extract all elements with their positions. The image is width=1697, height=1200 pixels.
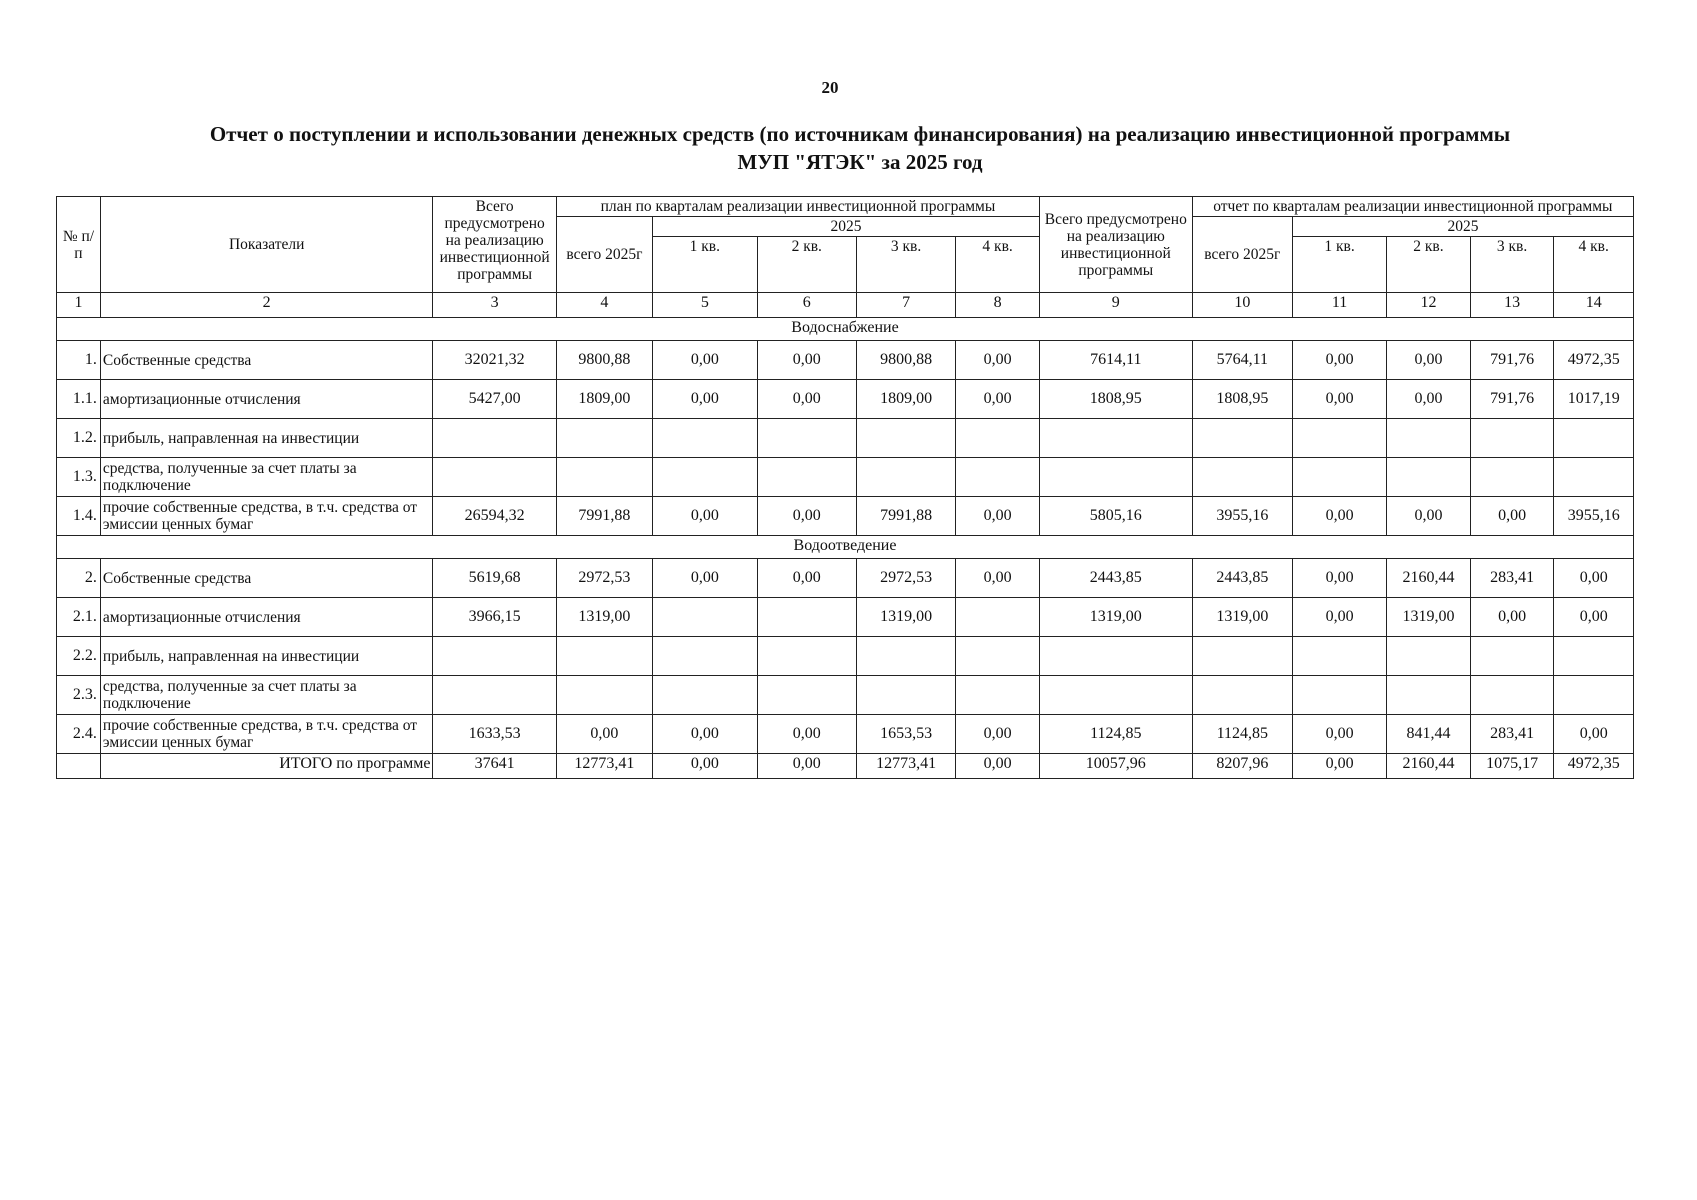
column-number: 9: [1039, 293, 1192, 318]
row-value: 791,76: [1470, 380, 1554, 419]
row-value: 0,00: [653, 380, 758, 419]
total-value: 4972,35: [1554, 754, 1634, 779]
row-value: [1387, 676, 1471, 715]
row-value: [653, 598, 758, 637]
row-number: 2.: [57, 559, 101, 598]
row-value: [1387, 419, 1471, 458]
row-value: [433, 676, 556, 715]
row-value: [1192, 676, 1292, 715]
table-row: [57, 715, 1634, 754]
total-label: ИТОГО по программе: [100, 754, 433, 779]
row-value: 283,41: [1470, 715, 1554, 754]
row-number: 2.4.: [57, 715, 101, 754]
header-plan-q2: 2 кв.: [757, 237, 856, 293]
row-value: 1809,00: [556, 380, 652, 419]
row-value: 1017,19: [1554, 380, 1634, 419]
row-value: [1039, 637, 1192, 676]
header-total-planned: Всего предусмотрено на реализацию инвестиционной программы: [433, 197, 556, 293]
row-value: 32021,32: [433, 341, 556, 380]
row-value: 0,00: [757, 341, 856, 380]
row-number: 1.: [57, 341, 101, 380]
row-value: [433, 458, 556, 497]
column-number: 1: [57, 293, 101, 318]
row-value: 5764,11: [1192, 341, 1292, 380]
row-value: 2160,44: [1387, 559, 1471, 598]
row-value: 0,00: [757, 497, 856, 536]
table-row: [57, 559, 1634, 598]
row-value: 1633,53: [433, 715, 556, 754]
row-value: 7991,88: [556, 497, 652, 536]
row-number: 1.4.: [57, 497, 101, 536]
row-value: 0,00: [653, 715, 758, 754]
row-value: 1319,00: [1387, 598, 1471, 637]
row-value: 0,00: [956, 341, 1040, 380]
row-indicator: амортизационные отчисления: [100, 598, 433, 637]
column-number: 10: [1192, 293, 1292, 318]
row-value: [1470, 676, 1554, 715]
column-number: 14: [1554, 293, 1634, 318]
row-value: [653, 676, 758, 715]
row-value: [1554, 637, 1634, 676]
row-value: 1319,00: [856, 598, 955, 637]
row-value: [1554, 458, 1634, 497]
row-value: [556, 637, 652, 676]
row-value: 7991,88: [856, 497, 955, 536]
table-row: [57, 419, 1634, 458]
row-value: 0,00: [757, 559, 856, 598]
row-value: 0,00: [1293, 380, 1387, 419]
total-value: 0,00: [653, 754, 758, 779]
row-value: [757, 676, 856, 715]
row-value: [856, 637, 955, 676]
row-value: [1470, 458, 1554, 497]
row-value: 4972,35: [1554, 341, 1634, 380]
row-value: 1653,53: [856, 715, 955, 754]
row-value: [956, 458, 1040, 497]
total-value: 0,00: [757, 754, 856, 779]
row-number: 2.2.: [57, 637, 101, 676]
row-value: 0,00: [956, 715, 1040, 754]
row-value: 0,00: [1387, 341, 1471, 380]
row-value: 0,00: [956, 497, 1040, 536]
row-value: [856, 419, 955, 458]
section-row: [57, 318, 1634, 341]
total-value: 37641: [433, 754, 556, 779]
header-plan-q4: 4 кв.: [956, 237, 1040, 293]
row-indicator: прочие собственные средства, в т.ч. средства от эмиссии ценных бумаг: [100, 715, 433, 754]
row-value: [653, 458, 758, 497]
row-value: [653, 419, 758, 458]
row-value: [1192, 637, 1292, 676]
row-value: [1192, 458, 1292, 497]
row-value: 1124,85: [1039, 715, 1192, 754]
row-value: [556, 676, 652, 715]
row-value: 7614,11: [1039, 341, 1192, 380]
row-value: 0,00: [757, 715, 856, 754]
column-number: 5: [653, 293, 758, 318]
row-value: 3955,16: [1192, 497, 1292, 536]
row-value: 0,00: [653, 497, 758, 536]
section-row: [57, 536, 1634, 559]
row-value: 1319,00: [1039, 598, 1192, 637]
column-number: 12: [1387, 293, 1471, 318]
row-value: 0,00: [1293, 598, 1387, 637]
header-plan-total: всего 2025г: [556, 217, 652, 293]
row-value: 0,00: [653, 559, 758, 598]
row-number: 2.3.: [57, 676, 101, 715]
column-number: 6: [757, 293, 856, 318]
row-value: [856, 458, 955, 497]
row-value: 26594,32: [433, 497, 556, 536]
row-value: 1319,00: [1192, 598, 1292, 637]
table-row: [57, 380, 1634, 419]
row-value: [956, 676, 1040, 715]
row-value: [1554, 419, 1634, 458]
row-value: 0,00: [956, 559, 1040, 598]
row-value: 283,41: [1470, 559, 1554, 598]
header-report-q2: 2 кв.: [1387, 237, 1471, 293]
row-indicator: прибыль, направленная на инвестиции: [100, 419, 433, 458]
row-number: 1.3.: [57, 458, 101, 497]
row-value: [653, 637, 758, 676]
row-value: 0,00: [1293, 715, 1387, 754]
row-value: 5805,16: [1039, 497, 1192, 536]
column-number: 3: [433, 293, 556, 318]
report-title-line2: МУП "ЯТЭК" за 2025 год: [737, 150, 983, 174]
row-value: [1554, 676, 1634, 715]
total-empty-cell: [57, 754, 101, 779]
total-value: 2160,44: [1387, 754, 1471, 779]
row-indicator: прибыль, направленная на инвестиции: [100, 637, 433, 676]
report-table-body: [57, 293, 1634, 779]
row-value: 3966,15: [433, 598, 556, 637]
row-value: [433, 637, 556, 676]
header-plan-q1: 1 кв.: [653, 237, 758, 293]
row-value: 2443,85: [1039, 559, 1192, 598]
row-value: 0,00: [1554, 559, 1634, 598]
header-plan-q3: 3 кв.: [856, 237, 955, 293]
row-value: [1039, 676, 1192, 715]
row-value: [1387, 637, 1471, 676]
section-title: Водоотведение: [57, 536, 1634, 559]
total-value: 1075,17: [1470, 754, 1554, 779]
row-value: 0,00: [556, 715, 652, 754]
row-value: 0,00: [1293, 497, 1387, 536]
total-value: 8207,96: [1192, 754, 1292, 779]
table-row: [57, 341, 1634, 380]
table-row: [57, 458, 1634, 497]
row-value: [1293, 637, 1387, 676]
column-number: 11: [1293, 293, 1387, 318]
row-value: 1319,00: [556, 598, 652, 637]
row-value: [1470, 637, 1554, 676]
row-value: 1808,95: [1039, 380, 1192, 419]
report-title: [60, 120, 1660, 176]
row-value: [956, 419, 1040, 458]
row-value: [956, 598, 1040, 637]
row-number: 2.1.: [57, 598, 101, 637]
row-value: [1387, 458, 1471, 497]
row-value: 0,00: [757, 380, 856, 419]
row-value: [1039, 458, 1192, 497]
header-report-q3: 3 кв.: [1470, 237, 1554, 293]
header-plan-year: 2025: [653, 217, 1040, 237]
row-indicator: Собственные средства: [100, 341, 433, 380]
row-value: [556, 419, 652, 458]
header-plan-group: план по кварталам реализации инвестиционной программы: [556, 197, 1039, 217]
row-value: [1293, 419, 1387, 458]
row-value: 0,00: [1293, 559, 1387, 598]
row-value: 2972,53: [556, 559, 652, 598]
total-value: 0,00: [956, 754, 1040, 779]
row-value: [1039, 419, 1192, 458]
row-value: 0,00: [1387, 380, 1471, 419]
row-value: [757, 419, 856, 458]
row-value: [757, 598, 856, 637]
header-report-total: всего 2025г: [1192, 217, 1292, 293]
column-number: 8: [956, 293, 1040, 318]
row-value: 0,00: [956, 380, 1040, 419]
row-value: [1470, 419, 1554, 458]
row-value: 1809,00: [856, 380, 955, 419]
row-value: 9800,88: [856, 341, 955, 380]
row-number: 1.2.: [57, 419, 101, 458]
row-value: [757, 637, 856, 676]
row-value: 841,44: [1387, 715, 1471, 754]
row-value: 2972,53: [856, 559, 955, 598]
total-value: 12773,41: [856, 754, 955, 779]
row-value: [956, 637, 1040, 676]
row-value: [1192, 419, 1292, 458]
table-row: [57, 676, 1634, 715]
header-report-year: 2025: [1293, 217, 1634, 237]
table-row: [57, 497, 1634, 536]
row-value: 1124,85: [1192, 715, 1292, 754]
row-indicator: средства, полученные за счет платы за подключение: [100, 458, 433, 497]
row-value: 9800,88: [556, 341, 652, 380]
report-table: [56, 196, 1634, 779]
column-number: 4: [556, 293, 652, 318]
row-number: 1.1.: [57, 380, 101, 419]
column-number: 7: [856, 293, 955, 318]
page-number: 20: [821, 78, 839, 97]
row-value: 0,00: [1470, 497, 1554, 536]
column-number-row: [57, 293, 1634, 318]
total-value: 12773,41: [556, 754, 652, 779]
row-value: [1293, 458, 1387, 497]
header-report-q4: 4 кв.: [1554, 237, 1634, 293]
row-value: [556, 458, 652, 497]
row-value: 0,00: [1554, 598, 1634, 637]
table-row: [57, 598, 1634, 637]
row-value: 0,00: [1293, 341, 1387, 380]
section-title: Водоснабжение: [57, 318, 1634, 341]
total-row: [57, 754, 1634, 779]
header-indicators: Показатели: [100, 197, 433, 293]
header-report-group: отчет по кварталам реализации инвестиционной программы: [1192, 197, 1633, 217]
row-value: 0,00: [653, 341, 758, 380]
row-value: 1808,95: [1192, 380, 1292, 419]
row-indicator: средства, полученные за счет платы за подключение: [100, 676, 433, 715]
row-value: [433, 419, 556, 458]
row-value: 3955,16: [1554, 497, 1634, 536]
report-title-line1: Отчет о поступлении и использовании денежных средств (по источникам финансирования) на реализацию инвестиционной программы: [209, 122, 1511, 146]
row-value: 791,76: [1470, 341, 1554, 380]
table-row: [57, 637, 1634, 676]
row-value: [757, 458, 856, 497]
total-value: 0,00: [1293, 754, 1387, 779]
row-value: [1293, 676, 1387, 715]
row-indicator: Собственные средства: [100, 559, 433, 598]
row-value: 0,00: [1387, 497, 1471, 536]
header-num: № п/п: [57, 197, 101, 293]
row-value: [856, 676, 955, 715]
row-value: 0,00: [1470, 598, 1554, 637]
row-indicator: амортизационные отчисления: [100, 380, 433, 419]
row-value: 5619,68: [433, 559, 556, 598]
row-value: 2443,85: [1192, 559, 1292, 598]
column-number: 13: [1470, 293, 1554, 318]
column-number: 2: [100, 293, 433, 318]
total-value: 10057,96: [1039, 754, 1192, 779]
header-row-1: [57, 197, 1634, 217]
row-indicator: прочие собственные средства, в т.ч. средства от эмиссии ценных бумаг: [100, 497, 433, 536]
row-value: 5427,00: [433, 380, 556, 419]
header-total-planned-2: Всего предусмотрено на реализацию инвестиционной программы: [1039, 197, 1192, 293]
header-report-q1: 1 кв.: [1293, 237, 1387, 293]
row-value: 0,00: [1554, 715, 1634, 754]
